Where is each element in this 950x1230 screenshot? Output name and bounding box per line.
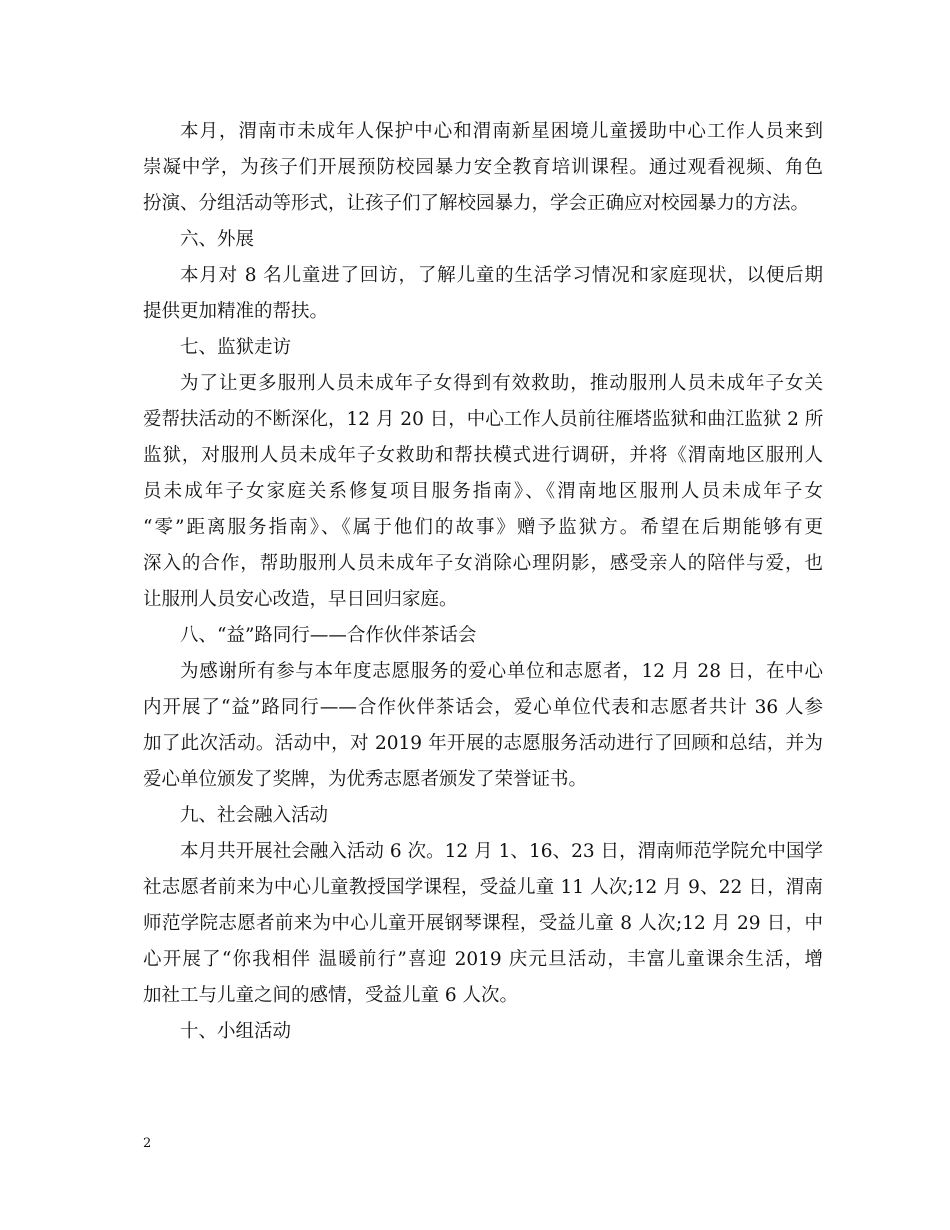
- text-line: 深入的合作，帮助服刑人员未成年子女消除心理阴影，感受亲人的陪伴与爱，也: [143, 553, 823, 574]
- text-line: 员未成年子女家庭关系修复项目服务指南》、《渭南地区服刑人员未成年子女: [143, 481, 823, 502]
- document-body: [143, 114, 823, 1050]
- text-line: 内开展了“益”路同行——合作伙伴茶话会，爱心单位代表和志愿者共计 36 人参: [143, 697, 823, 718]
- section-heading-partner-tea-party: 八、“益”路同行——合作伙伴茶话会: [180, 625, 477, 646]
- text-line: 提供更加精准的帮扶。: [143, 301, 329, 322]
- text-line: 扮演、分组活动等形式，让孩子们了解校园暴力，学会正确应对校园暴力的方法。: [143, 193, 810, 214]
- text-line: 本月对 8 名儿童进了回访，了解儿童的生活学习情况和家庭现状，以便后期: [180, 265, 823, 286]
- paragraph-partner-tea-party: [143, 654, 823, 798]
- text-line: 为感谢所有参与本年度志愿服务的爱心单位和志愿者，12 月 28 日，在中心: [180, 661, 823, 682]
- paragraph-social-integration: [143, 834, 823, 1014]
- text-line: 监狱，对服刑人员未成年子女救助和帮扶模式进行调研，并将《渭南地区服刑人: [143, 445, 823, 466]
- text-line: 崇凝中学，为孩子们开展预防校园暴力安全教育培训课程。通过观看视频、角色: [143, 157, 823, 178]
- paragraph-prison-visit: [143, 366, 823, 618]
- page-number: 2: [143, 1136, 152, 1151]
- text-line: 爱心单位颁发了奖牌，为优秀志愿者颁发了荣誉证书。: [143, 769, 588, 790]
- text-line: 加社工与儿童之间的感情，受益儿童 6 人次。: [143, 985, 519, 1006]
- section-heading-outreach: 六、外展: [180, 229, 255, 250]
- text-line: 加了此次活动。活动中，对 2019 年开展的志愿服务活动进行了回顾和总结，并为: [143, 733, 823, 754]
- section-heading-social-integration: 九、社会融入活动: [180, 805, 329, 826]
- paragraph-outreach: [143, 258, 823, 330]
- text-line: 师范学院志愿者前来为中心儿童开展钢琴课程，受益儿童 8 人次;12 月 29 日，中: [143, 913, 823, 934]
- section-heading-group-activities: 十、小组活动: [180, 1021, 292, 1042]
- paragraph-school-violence-training: [143, 114, 823, 222]
- text-line: 本月，渭南市未成年人保护中心和渭南新星困境儿童援助中心工作人员来到: [180, 121, 823, 142]
- text-line: 爱帮扶活动的不断深化，12 月 20 日，中心工作人员前往雁塔监狱和曲江监狱 2 所: [143, 409, 823, 430]
- text-line: 心开展了“你我相伴 温暖前行”喜迎 2019 庆元旦活动，丰富儿童课余生活，增: [143, 949, 823, 970]
- text-line: “零”距离服务指南》、《属于他们的故事》赠予监狱方。希望在后期能够有更: [143, 517, 823, 538]
- section-heading-prison-visit: 七、监狱走访: [180, 337, 292, 358]
- text-line: 让服刑人员安心改造，早日回归家庭。: [143, 589, 458, 610]
- text-line: 为了让更多服刑人员未成年子女得到有效救助，推动服刑人员未成年子女关: [180, 373, 823, 394]
- text-line: 社志愿者前来为中心儿童教授国学课程，受益儿童 11 人次;12 月 9、22 日，渭南: [143, 877, 823, 898]
- text-line: 本月共开展社会融入活动 6 次。12 月 1、16、23 日，渭南师范学院允中国学: [180, 841, 823, 862]
